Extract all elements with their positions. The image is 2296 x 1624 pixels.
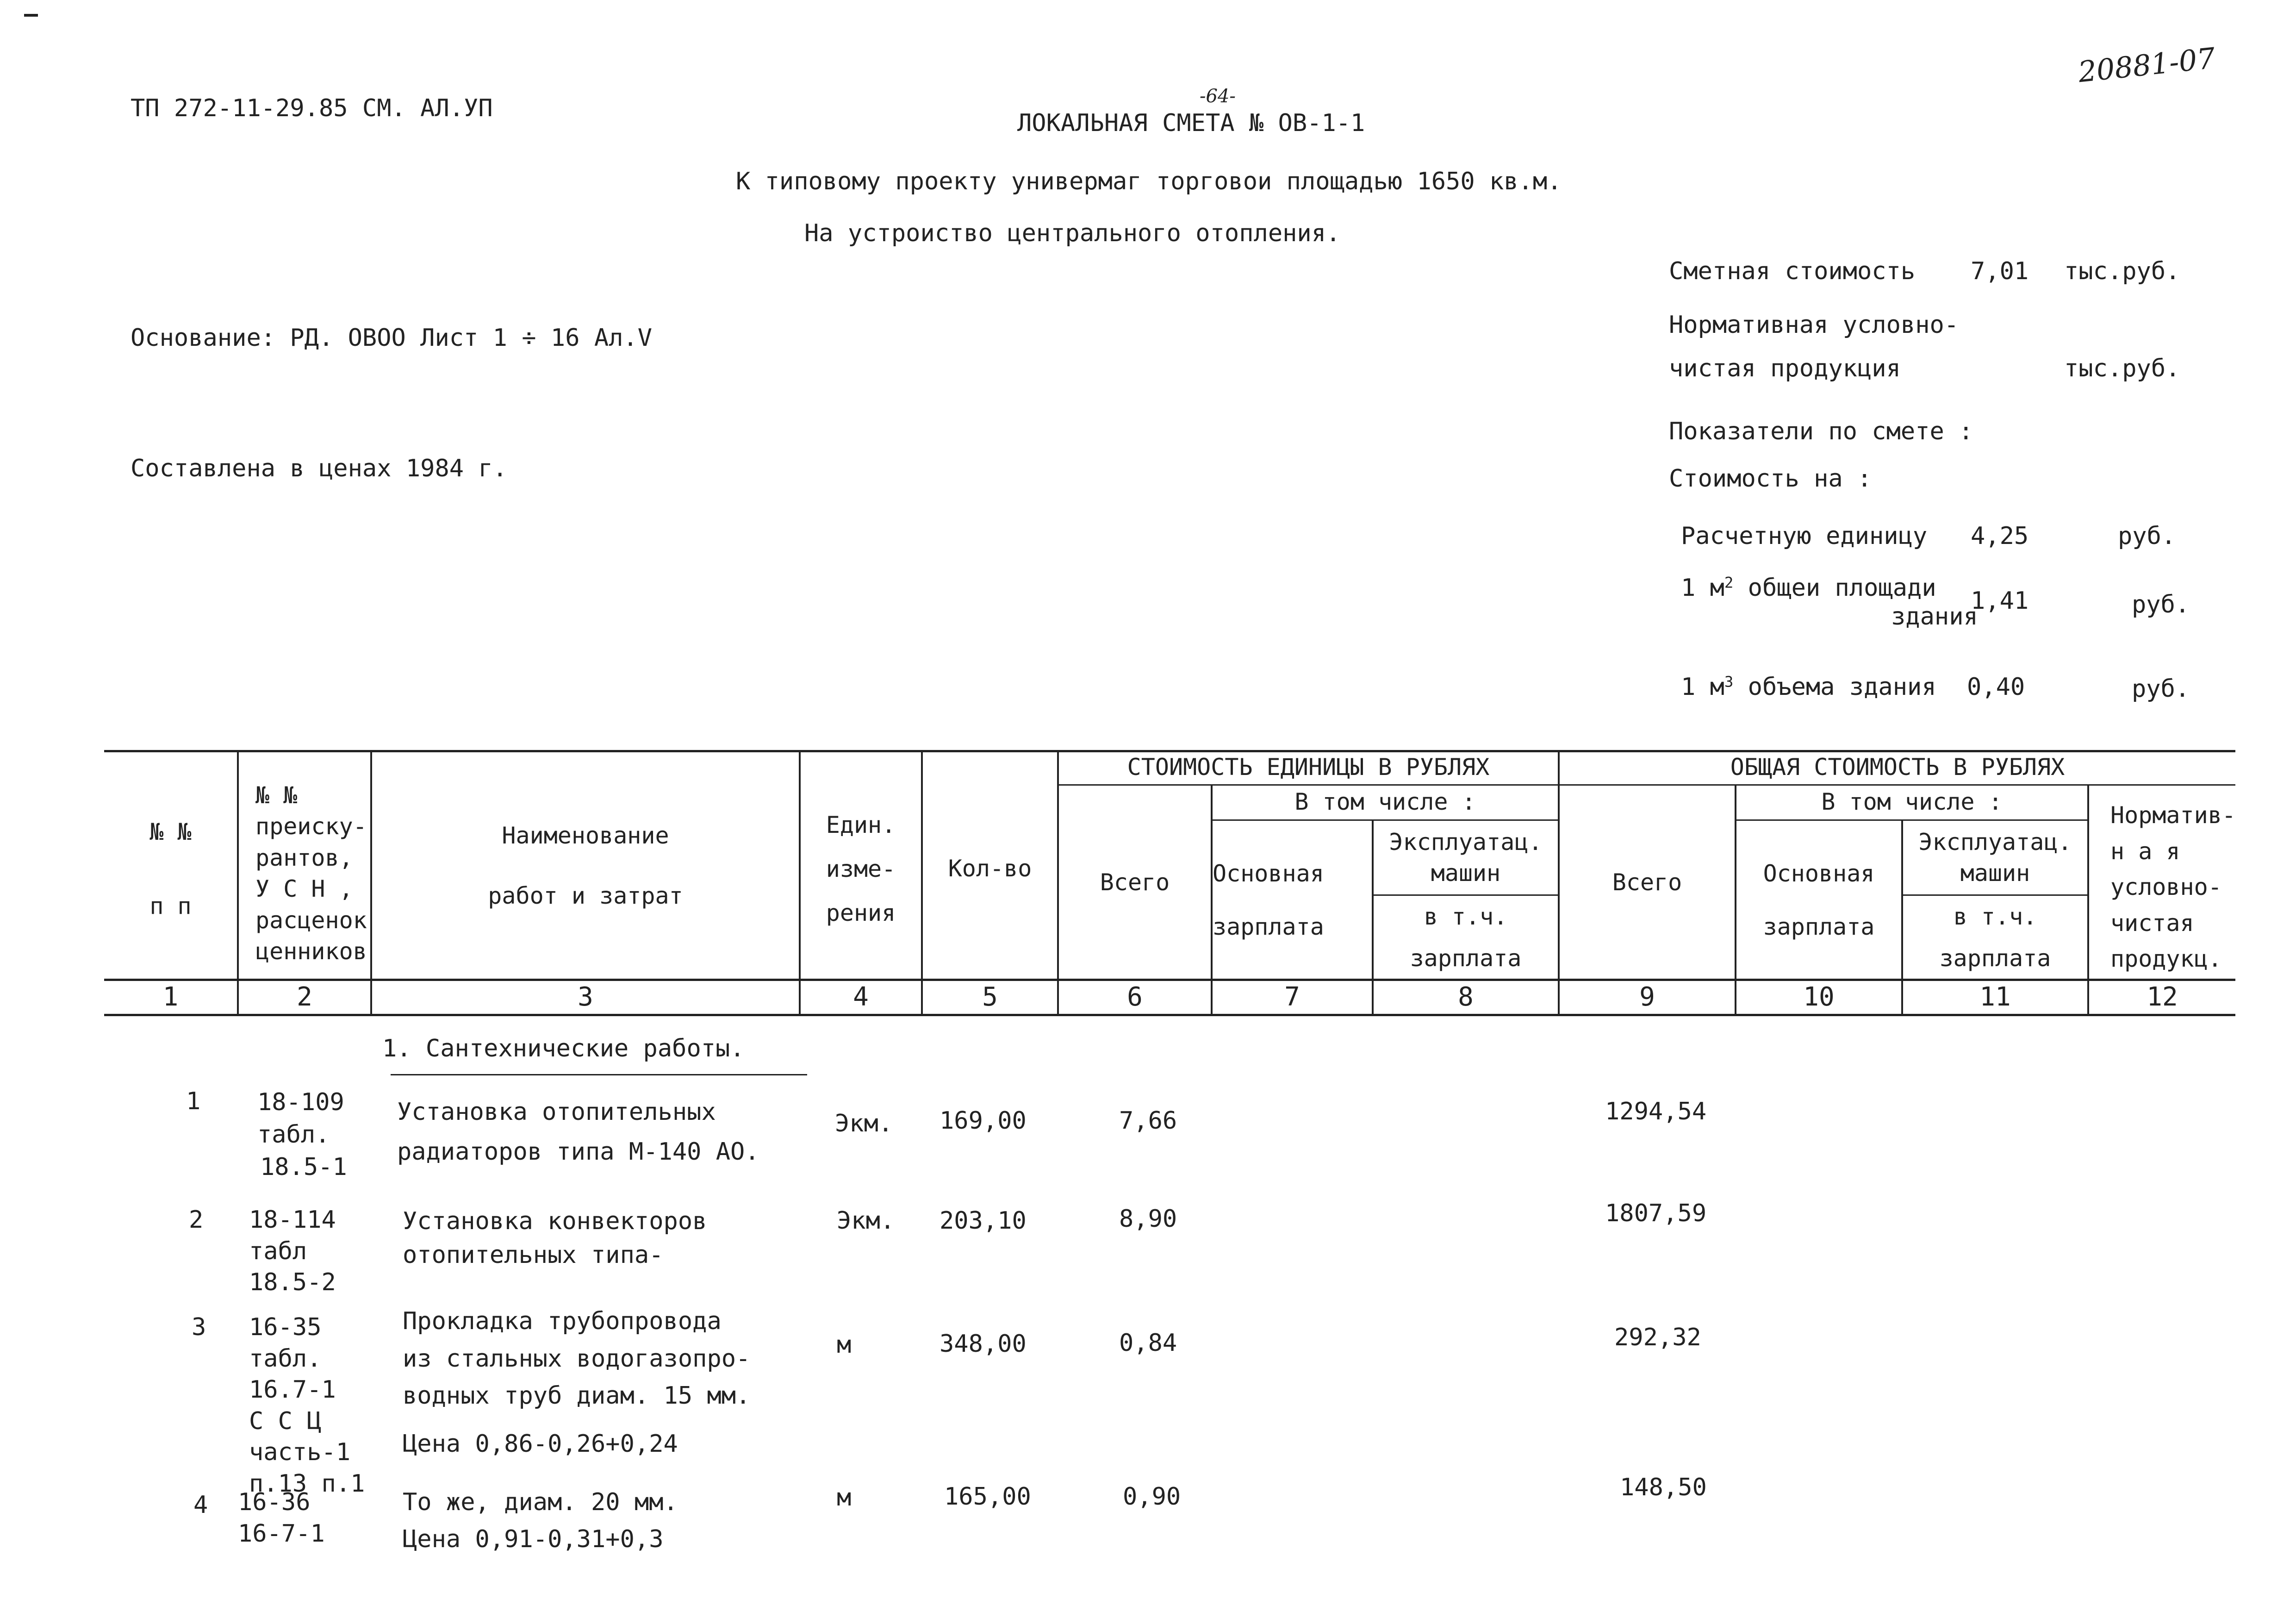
header-unit-base-salary: Основная зарплата: [1213, 860, 1324, 940]
unit-total: 0,90: [1123, 1483, 1181, 1511]
header-quantity: Кол-во: [948, 855, 1032, 882]
net-product-unit: тыс.руб.: [2064, 355, 2180, 382]
total-cost-group-header: ОБЩАЯ СТОИМОСТЬ В РУБЛЯХ: [1730, 754, 2065, 781]
pricelist-code: 16-36 16-7-1: [238, 1488, 325, 1548]
compiled-prices-line: Составлена в ценах 1984 г.: [131, 455, 507, 482]
per-unit-unit: руб.: [2118, 522, 2176, 550]
per-area-label-2: здания: [1891, 603, 1978, 631]
estimated-cost-unit: тыс.руб.: [2064, 257, 2180, 285]
per-unit-value: 4,25: [1971, 522, 2029, 550]
row-number: 4: [193, 1491, 208, 1519]
header-row-number: № № п п: [149, 818, 192, 919]
per-area-label: 1 $м^2$ общеи площади: [1681, 574, 1936, 602]
quantity: 348,00: [940, 1330, 1027, 1358]
unit-including-header: В том числе :: [1294, 788, 1476, 816]
work-name: Установка конвекторов отопительных типа-: [403, 1207, 707, 1269]
work-name: Прокладка трубопровода из стальных водогазопро- водных труб диам. 15 мм.: [403, 1307, 751, 1410]
price-note: Цена 0,86-0,26+0,24: [403, 1430, 678, 1458]
number-row-border: [104, 1014, 2235, 1016]
unit-cost-group-header: СТОИМОСТЬ ЕДИНИЦЫ В РУБЛЯХ: [1127, 754, 1490, 781]
header-total: Всего: [1612, 869, 1682, 896]
basis-line: Основание: РД. ОВОО Лист 1 ÷ 16 Ал.V: [131, 324, 653, 352]
estimated-cost-label: Сметная стоимость: [1669, 257, 1916, 285]
header-total-base-salary: Основная зарплата: [1763, 860, 1875, 940]
header-unit: Един. изме- рения: [826, 811, 896, 926]
unit-total: 7,66: [1119, 1107, 1177, 1135]
quantity: 203,10: [940, 1207, 1027, 1235]
page-number: -64-: [1200, 86, 1236, 107]
col-number: 2: [297, 982, 312, 1012]
cost-per-label: Стоимость на :: [1669, 465, 1872, 493]
pricelist-code: 16-35 табл. 16.7-1 С С Ц часть-1 п.13 п.1: [249, 1313, 365, 1498]
header-bottom-border: [104, 979, 2235, 981]
per-area-value: 1,41: [1971, 587, 2029, 615]
subtitle-purpose: На устроиство центрального отопления.: [804, 219, 1341, 247]
pricelist-code: 18-109 табл. 18.5-1: [257, 1088, 347, 1181]
row-number: 3: [192, 1313, 206, 1341]
section-title: 1. Сантехнические работы.: [382, 1035, 745, 1062]
total-cost: 148,50: [1620, 1474, 1707, 1501]
net-product-label-1: Нормативная условно-: [1669, 311, 1959, 339]
header-pricelist: № № преиску- рантов, У С Н , расценок ценников: [255, 781, 367, 965]
net-product-label-2: чистая продукция: [1669, 355, 1901, 382]
col-number: 12: [2147, 982, 2178, 1012]
project-reference: ТП 272-11-29.85 СМ. АЛ.УП: [131, 94, 493, 122]
col-number: 6: [1127, 982, 1143, 1012]
total-cost: 292,32: [1614, 1324, 1701, 1351]
unit-of-measure: Экм.: [837, 1207, 895, 1235]
unit-total: 0,84: [1119, 1329, 1177, 1357]
unit-of-measure: м: [837, 1331, 852, 1359]
section-underline: [391, 1074, 807, 1075]
header-net-product: Норматив- н а я условно- чистая продукц.: [2110, 802, 2236, 973]
document-title: ЛОКАЛЬНАЯ СМЕТА № ОВ-1-1: [1017, 109, 1365, 137]
unit-of-measure: м: [837, 1484, 852, 1512]
price-note: Цена 0,91-0,31+0,3: [403, 1525, 664, 1553]
stamp-code: 20881-07: [2076, 41, 2217, 89]
corner-mark: [24, 14, 38, 17]
row-number: 2: [189, 1206, 204, 1234]
col-number: 9: [1639, 982, 1655, 1012]
col-number: 10: [1803, 982, 1835, 1012]
header-total-machines: Эксплуатац. машин: [1918, 828, 2072, 887]
col-number: 8: [1458, 982, 1474, 1012]
subtitle-project: К типовому проекту универмаг торговои площадью 1650 кв.м.: [736, 168, 1562, 195]
col-number: 5: [982, 982, 998, 1012]
indicators-label: Показатели по смете :: [1669, 418, 1973, 445]
work-name: Установка отопительных радиаторов типа М-140 АО.: [397, 1098, 759, 1166]
header-unit-total: Всего: [1100, 869, 1170, 896]
header-total-machines-salary: в т.ч. зарплата: [1939, 903, 2051, 972]
row-number: 1: [186, 1087, 201, 1115]
per-volume-label: 1 $м^3$ объема здания: [1681, 673, 1936, 701]
total-cost: 1807,59: [1605, 1199, 1707, 1227]
work-name: То же, диам. 20 мм.: [403, 1488, 678, 1516]
per-area-unit: руб.: [2132, 591, 2190, 618]
total-including-divider: [1736, 819, 2087, 821]
header-unit-machines: Эксплуатац. машин: [1389, 828, 1543, 887]
unit-total: 8,90: [1119, 1205, 1177, 1233]
per-volume-value: 0,40: [1967, 673, 2025, 701]
quantity: 165,00: [944, 1483, 1031, 1511]
unit-including-divider: [1212, 819, 1558, 821]
pricelist-code: 18-114 табл 18.5-2: [249, 1206, 336, 1297]
col-number: 4: [853, 982, 869, 1012]
per-unit-label: Расчетную единицу: [1681, 522, 1928, 550]
total-cost: 1294,54: [1605, 1098, 1707, 1125]
per-volume-unit: руб.: [2132, 675, 2190, 703]
unit-of-measure: Экм.: [835, 1110, 893, 1137]
header-work-name: Наименование работ и затрат: [488, 822, 683, 909]
col-number: 11: [1979, 982, 2011, 1012]
estimated-cost-value: 7,01: [1971, 257, 2029, 285]
total-including-header: В том числе :: [1821, 788, 2003, 816]
col-number: 7: [1284, 982, 1300, 1012]
header-unit-machines-salary: в т.ч. зарплата: [1410, 903, 1522, 972]
quantity: 169,00: [940, 1107, 1027, 1135]
col-number: 1: [162, 982, 179, 1012]
col-number: 3: [578, 982, 593, 1012]
